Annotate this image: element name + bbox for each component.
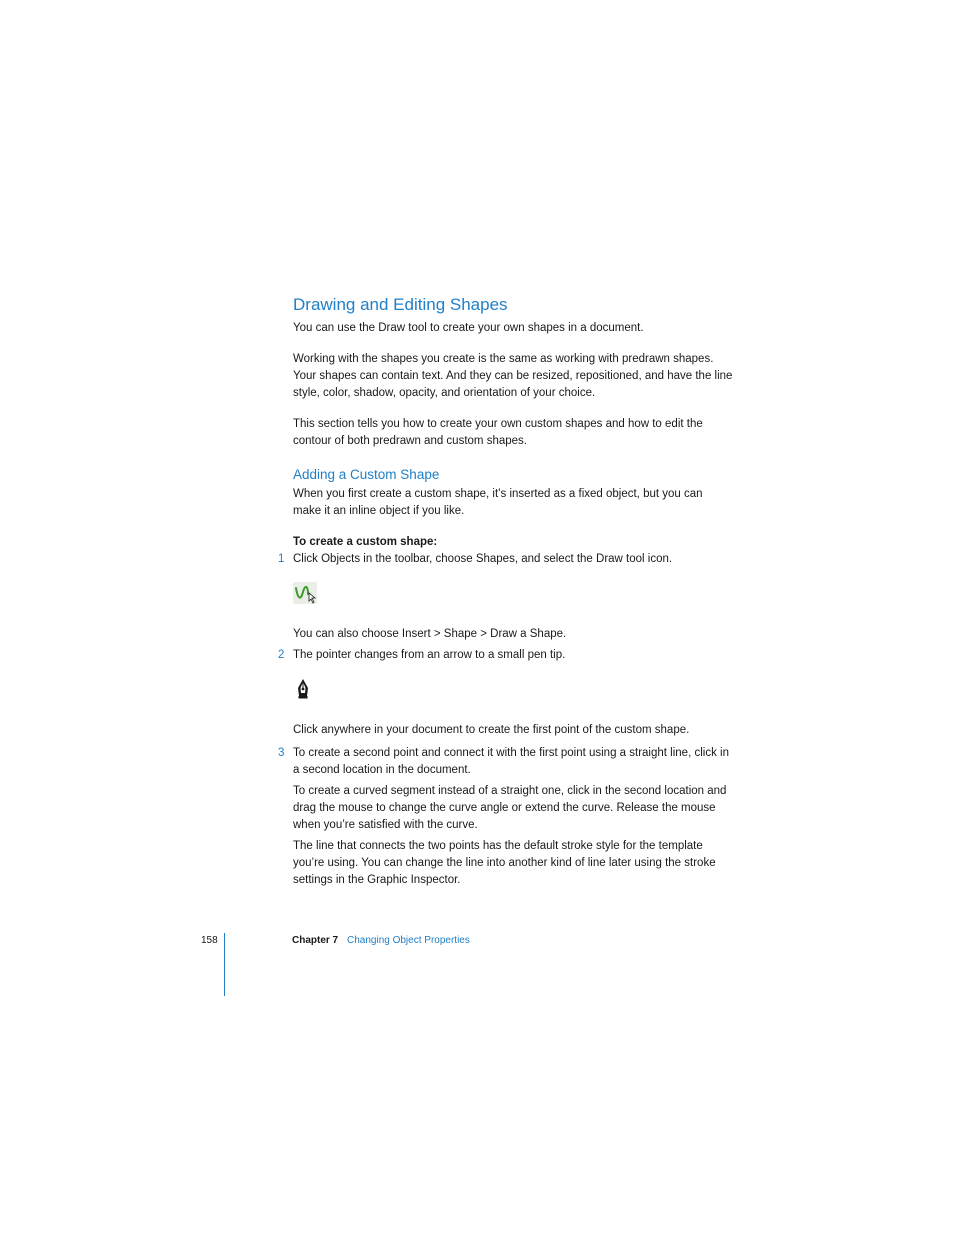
page-content [278,294,733,893]
subsection-intro: When you first create a custom shape, it’s inserted as a fixed object, but you can make it an inline object if you like. [293,488,703,517]
step-text: The pointer changes from an arrow to a small pen tip. [293,649,566,661]
section-paragraph: Working with the shapes you create is the same as working with predrawn shapes. Your shapes can contain text. And they can be resized, repositioned, and have the line style, color, shadow, opacity, and orientation of your choice. [293,353,733,399]
footer-divider [224,933,225,996]
section-paragraph: This section tells you how to create your own custom shapes and how to edit the contour of both predrawn and custom shapes. [293,418,703,447]
chapter-title: Changing Object Properties [347,935,470,946]
step-note: The line that connects the two points has the default stroke style for the template you’re using. You can change the line into another kind of line later using the stroke settings in the Graphic Inspector. [293,840,716,886]
step-1 [278,551,733,568]
step-2 [278,647,733,664]
step-number: 2 [278,649,285,661]
step-number: 3 [278,747,285,759]
step-note: Click anywhere in your document to create the first point of the custom shape. [293,724,690,736]
subsection-title: Adding a Custom Shape [293,467,440,482]
chapter-label: Chapter 7 [292,935,339,946]
step-3 [278,745,733,779]
step-1-illustration [293,582,733,610]
step-text: Click Objects in the toolbar, choose Shapes, and select the Draw tool icon. [293,553,673,565]
step-text: To create a second point and connect it with the first point using a straight line, click in a second location in the document. [293,747,729,776]
section-intro: You can use the Draw tool to create your own shapes in a document. [293,322,644,334]
step-2-illustration [293,678,733,706]
section-title: Drawing and Editing Shapes [293,295,508,314]
step-note: To create a curved segment instead of a straight one, click in the second location and drag the mouse to change the curve angle or extend the curve. Release the mouse when you’re satisfied with the curve. [293,785,727,831]
step-number: 1 [278,553,285,565]
page-footer [0,933,954,997]
step-note: You can also choose Insert > Shape > Draw a Shape. [293,628,567,640]
page-number: 158 [201,935,218,946]
task-heading: To create a custom shape: [293,536,438,548]
draw-tool-icon [293,582,317,604]
pen-tip-icon [295,678,311,700]
